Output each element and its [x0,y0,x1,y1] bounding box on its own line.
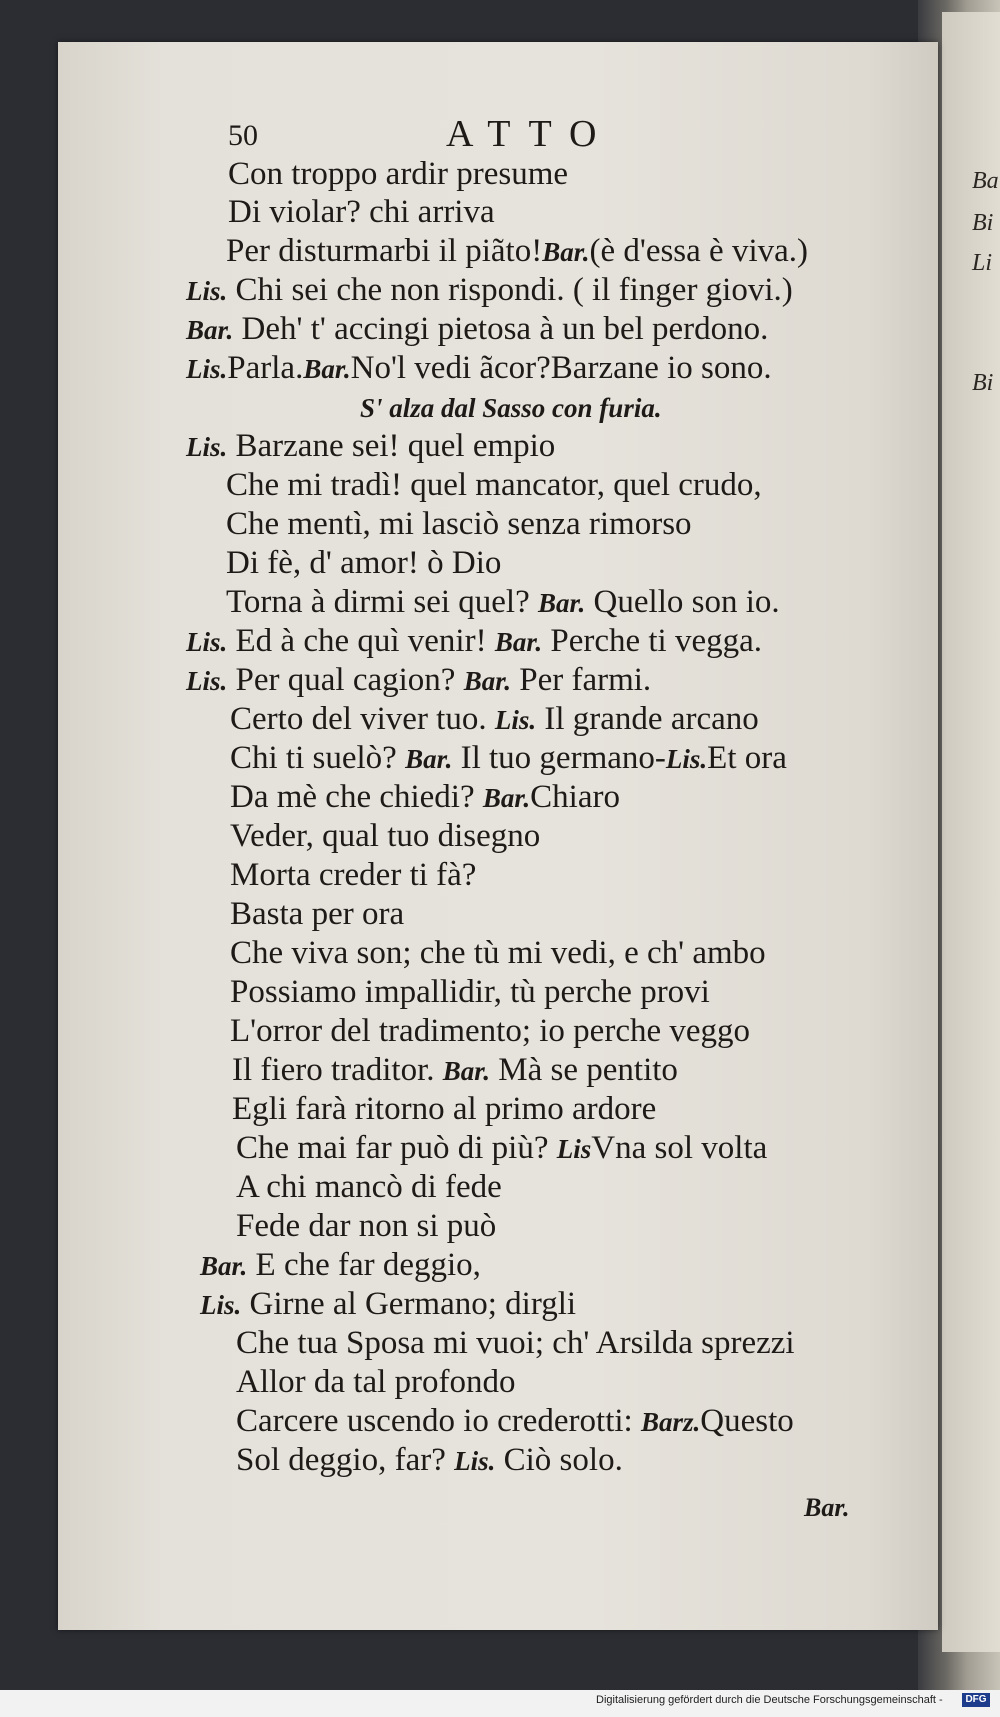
speaker-label: Lis. [200,1290,242,1320]
text-line [186,662,651,699]
page-header-title: ATTO [446,113,615,155]
verse-text: Che mai far può di più? [236,1130,557,1166]
text-line [236,1403,794,1440]
speaker-label: Lis. [186,666,228,696]
verse-text: Da mè che chiedi? [230,779,483,815]
speaker-label: Lis [556,1134,592,1164]
verse-text: Certo del viver tuo. [230,701,495,737]
verse-text: Quello son io. [585,584,780,620]
verse-text: Allor da tal profondo [236,1364,516,1400]
facing-page-fragment: Li [972,250,993,276]
text-line [236,1208,496,1244]
text-line [236,1364,516,1400]
verse-text: Barzane sei! quel empio [227,428,556,464]
verse-text: A chi mancò di fede [236,1169,502,1205]
verse-text: Basta per ora [230,896,405,932]
text-line [186,623,762,660]
text-line [236,1325,795,1361]
verse-text: Che mentì, mi lasciò senza rimorso [226,506,692,542]
text-line [230,896,404,932]
text-line [232,1091,656,1127]
verse-text: Torna à dirmi sei quel? [226,584,539,620]
verse-text: Ciò solo. [495,1442,623,1478]
verse-text: Perche ti vegga. [542,623,763,659]
verse-text: Carcere uscendo io crederotti: [236,1403,641,1439]
verse-text: Fede dar non si può [236,1208,497,1244]
catchword: Bar. [804,1493,850,1522]
verse-text: Per disturmarbi il piãto! [226,233,543,269]
text-line [226,545,501,581]
facing-page-fragment: Ba [972,168,999,194]
verse-text: Sol deggio, far? [236,1442,455,1478]
verse-text: Di fè, d' amor! ò Dio [226,545,502,581]
verse-text: Per farmi. [510,662,652,698]
verse-text: Possiamo impallidir, tù perche provi [230,974,710,1010]
page-number: 50 [228,119,258,152]
speaker-label: Lis. [186,627,228,657]
text-line [230,818,540,854]
verse-text: Che mi tradì! quel mancator, quel crudo, [226,467,762,503]
text-line [226,467,762,503]
text-line [236,1442,623,1479]
verse-text: Girne al Germano; dirgli [241,1286,577,1322]
speaker-label: S' alza dal Sasso con furia. [360,393,662,423]
speaker-label: Lis. [454,1446,496,1476]
text-line [230,779,620,816]
text-line [186,350,772,387]
speaker-label: Bar. [538,588,586,618]
verse-text: Deh' t' accingi pietosa à un bel perdono. [233,311,769,347]
verse-text: Per qual cagion? [227,662,464,698]
speaker-label: Bar. [442,1056,491,1086]
text-line [186,428,555,465]
speaker-label: Lis. [186,432,228,462]
verse-text: Di violar? chi arriva [228,194,495,230]
verse-text: Il grande arcano [536,701,759,737]
speaker-label: Bar. [463,666,511,696]
verse-text: Egli farà ritorno al primo ardore [232,1091,657,1127]
verse-text: Ed à che quì venir! [227,623,495,659]
speaker-label: Lis. [665,744,708,774]
verse-text: Parla. [227,350,304,386]
verse-text: No'l vedi ãcor?Barzane io sono. [350,350,772,386]
text-line [236,1130,767,1167]
text-line [230,974,710,1010]
verse-text: E che far deggio, [247,1247,481,1283]
verse-text: L'orror del tradimento; io perche veggo [230,1013,751,1049]
text-line [200,1286,576,1323]
verse-text: Il fiero traditor. [232,1052,443,1088]
verse-text: Vna sol volta [591,1130,768,1166]
speaker-label: Barz. [640,1407,701,1437]
speaker-label: Bar. [494,627,543,657]
verse-text: Che tua Sposa mi vuoi; ch' Arsilda sprezzi [236,1325,795,1361]
text-line [360,389,662,426]
text-line [230,1013,750,1049]
text-line [232,1052,678,1089]
text-line [236,1169,502,1205]
speaker-label: Lis. [186,354,228,384]
speaker-label: Bar. [405,744,453,774]
verse-text: Mà se pentito [490,1052,678,1088]
facing-page-fragment: Bi [972,370,994,396]
speaker-label: Bar. [542,237,590,267]
verse-text: Morta creder ti fà? [230,857,477,893]
text-line [228,156,568,192]
verse-text: Questo [700,1403,794,1439]
verse-text: Veder, qual tuo disegno [230,818,541,854]
verse-text: Chi ti suelò? [230,740,406,776]
verse-text: Et ora [707,740,787,776]
verse-text: Il tuo germano- [452,740,666,776]
verse-text: Con troppo ardir presume [228,156,569,192]
text-line [230,935,766,971]
text-line [200,1247,481,1284]
text-line [230,701,759,738]
dfg-logo: DFG [962,1693,990,1707]
text-line [226,233,808,270]
text-line [228,194,495,230]
speaker-label: Bar. [482,783,531,813]
speaker-label: Bar. [186,315,234,345]
text-line [186,272,793,309]
verse-text: Chiaro [530,779,620,815]
text-line [226,506,692,542]
verse-text: Che viva son; che tù mi vedi, e ch' ambo [230,935,766,971]
verse-text: Chi sei che non rispondi. ( il finger giovi.) [227,272,793,308]
funding-credit: Digitalisierung gefördert durch die Deutsche Forschungsgemeinschaft - [596,1694,943,1706]
verse-text: (è d'essa è viva.) [589,233,808,269]
text-line [226,584,780,621]
text-line [230,740,787,777]
speaker-label: Bar. [200,1251,248,1281]
speaker-label: Lis. [186,276,228,306]
text-line [230,857,476,893]
facing-page-fragment: Bi [972,210,994,236]
speaker-label: Lis. [494,705,537,735]
speaker-label: Bar. [303,354,351,384]
text-line [186,311,768,348]
